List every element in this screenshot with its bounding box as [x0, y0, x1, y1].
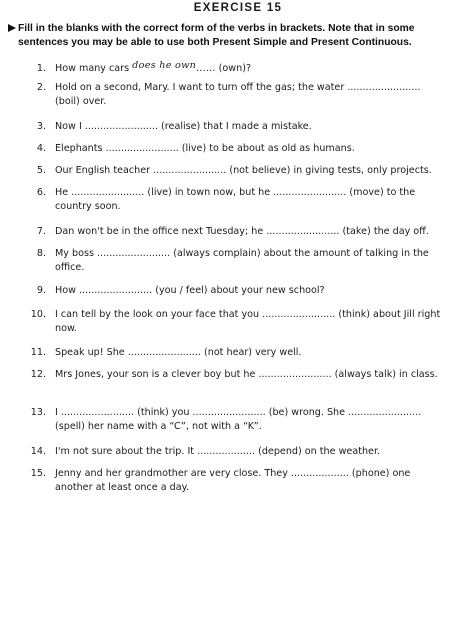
item-sentence: I'm not sure about the trip. It ................... (depend) on the weather.: [55, 446, 381, 457]
exercise-item: [0, 81, 445, 109]
item-number: 8.: [36, 248, 46, 259]
item-sentence: I can tell by the look on your face that you ........................ (think) about Jill right now.: [55, 309, 441, 334]
sentence-text: (own)?: [215, 63, 252, 74]
item-number: 12.: [30, 369, 46, 380]
item-sentence: Hold on a second, Mary. I want to turn off the gas; the water ........................ (boil) over.: [55, 82, 421, 107]
item-sentence: Dan won't be in the office next Tuesday; he ........................ (take) the day off.: [55, 226, 429, 237]
item-number: 11.: [30, 347, 46, 358]
item-sentence: How ........................ (you / feel) about your new school?: [55, 285, 325, 296]
instructions-text: Fill in the blanks with the correct form of the verbs in brackets. Note that in some sentences you may be able to use both Present Simple and Present Continuous.: [18, 23, 415, 48]
exercise-item: [0, 467, 445, 495]
exercise-item: [0, 284, 445, 298]
exercise-item: [0, 346, 445, 360]
blank-dots: ......: [196, 63, 216, 74]
item-number: 5.: [36, 165, 46, 176]
item-sentence: I ........................ (think) you ........................ (be) wrong. She ........................ (spell) her name with a “C”, not with a “K”.: [55, 407, 422, 432]
item-number: 13.: [30, 407, 46, 418]
handwritten-answer: does he own: [132, 60, 197, 71]
sentence-text: How many cars: [55, 63, 133, 74]
exercise-item: [0, 164, 445, 178]
item-number: 1.: [36, 63, 46, 74]
exercise-item: [0, 186, 445, 214]
item-number: 15.: [30, 468, 46, 479]
arrow-icon: [8, 24, 16, 32]
item-number: 6.: [36, 187, 46, 198]
item-sentence: Our English teacher ........................ (not believe) in giving tests, only projects.: [55, 165, 432, 176]
item-sentence: He ........................ (live) in town now, but he ........................ (move) to the country soon.: [55, 187, 416, 212]
exercise-item: [0, 406, 445, 434]
exercise-item: [0, 62, 445, 76]
exercise-item: [0, 120, 445, 134]
item-number: 9.: [36, 285, 46, 296]
exercise-item: [0, 225, 445, 239]
item-number: 4.: [36, 143, 46, 154]
exercise-item: [0, 308, 445, 336]
exercise-item: [0, 445, 445, 459]
item-sentence: Elephants ........................ (live) to be about as old as humans.: [55, 143, 355, 154]
item-sentence: Mrs Jones, your son is a clever boy but he ........................ (always talk) in class.: [55, 369, 438, 380]
instructions-block: [18, 22, 458, 50]
exercise-item: [0, 368, 445, 382]
item-sentence: Now I ........................ (realise) that I made a mistake.: [55, 121, 312, 132]
item-number: 2.: [36, 82, 46, 93]
exercise-item: [0, 142, 445, 156]
exercise-item: [0, 247, 445, 275]
item-sentence: My boss ........................ (always complain) about the amount of talking in the office.: [55, 248, 429, 273]
item-sentence: Jenny and her grandmother are very close. They ................... (phone) one another at least once a day.: [55, 468, 411, 493]
item-number: 3.: [36, 121, 46, 132]
item-sentence: Speak up! She ........................ (not hear) very well.: [55, 347, 302, 358]
item-number: 14.: [30, 446, 46, 457]
item-number: 10.: [30, 309, 46, 320]
item-number: 7.: [36, 226, 46, 237]
exercise-title: EXERCISE 15: [193, 2, 283, 14]
item-sentence: [55, 62, 445, 76]
